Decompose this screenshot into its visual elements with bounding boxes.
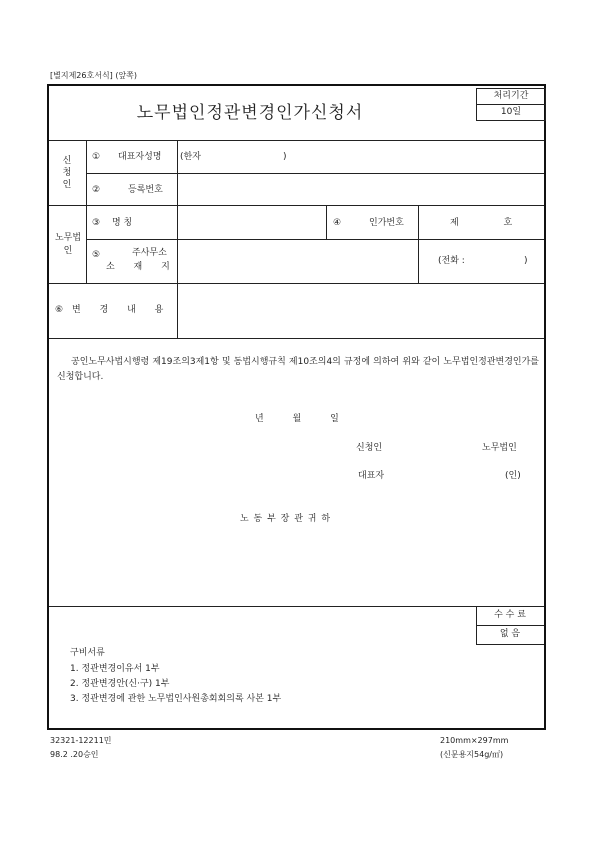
rep-name-hanja-close: ) — [283, 152, 287, 162]
firm-name-field[interactable] — [180, 208, 323, 236]
sign-applicant-label: 신청인 — [356, 443, 383, 453]
permit-number-value[interactable]: 제 호 — [450, 218, 513, 228]
required-document-item: 3. 정관변경에 관한 노무법인사원총회회의록 사본 1부 — [70, 694, 282, 704]
seal-mark[interactable]: (인) — [505, 471, 521, 481]
fee-label: 수 수 료 — [494, 610, 526, 620]
footer-paper-size: 210mm×297mm — [440, 736, 509, 745]
address-field[interactable] — [180, 242, 415, 280]
rep-name-field[interactable] — [230, 152, 280, 164]
processing-period-label: 처리기간 — [493, 91, 529, 101]
rep-name-label: 대표자성명 — [118, 152, 162, 162]
processing-period-box — [476, 88, 546, 121]
address-number: ⑤ — [92, 250, 101, 260]
change-number: ⑥ — [55, 305, 64, 315]
application-date: 년 월 일 — [255, 414, 339, 424]
rep-name-number: ① — [92, 152, 101, 162]
rep-name-hanja-open: (한자 — [180, 152, 201, 162]
footer-form-code: 32321-12211민 — [50, 736, 112, 745]
sign-firm-label: 노무법인 — [482, 443, 517, 453]
footer-paper-type: (신문용지54g/㎡) — [440, 750, 504, 759]
phone-field[interactable] — [476, 254, 521, 268]
phone-close: ) — [524, 256, 528, 266]
application-statement: 공인노무사법시행령 제19조의3제1항 및 동법시행규칙 제10조의4의 규정에 의하여 위와 같이 노무법인정관변경인가를 신청합니다. — [57, 357, 539, 382]
sign-rep-label: 대표자 — [358, 471, 385, 481]
registration-number-label: 등록번호 — [128, 185, 163, 195]
registration-number-field[interactable] — [180, 176, 540, 202]
registration-number-number: ② — [92, 185, 101, 195]
required-documents-heading: 구비서류 — [70, 648, 105, 658]
phone-open: (전화 : — [438, 256, 465, 266]
form-number-tag: [별지제26호서식] (앞쪽) — [50, 71, 138, 80]
processing-period-value: 10일 — [500, 107, 522, 117]
permit-number-number: ④ — [333, 218, 342, 228]
form-title: 노무법인정관변경인가신청서 — [136, 103, 364, 123]
permit-number-label: 인가번호 — [369, 218, 404, 228]
firm-group-label: 노무법인 — [54, 233, 82, 256]
change-label: 변 경 내 용 — [72, 305, 164, 315]
fee-value: 없 음 — [499, 629, 521, 639]
firm-name-label: 명 칭 — [112, 218, 133, 228]
required-document-item: 2. 정관변경안(신·구) 1부 — [70, 679, 170, 689]
applicant-group-label: 신청인 — [62, 156, 72, 190]
required-document-item: 1. 정관변경이유서 1부 — [70, 664, 160, 674]
footer-approval: 98.2 .20승인 — [50, 750, 99, 759]
firm-name-number: ③ — [92, 218, 101, 228]
address-label-line1: 주사무소 — [132, 248, 167, 258]
address-label-line2: 소 재 지 — [106, 262, 170, 272]
change-contents-field[interactable] — [180, 286, 540, 335]
recipient-line: 노 동 부 장 관 귀 하 — [240, 514, 332, 524]
